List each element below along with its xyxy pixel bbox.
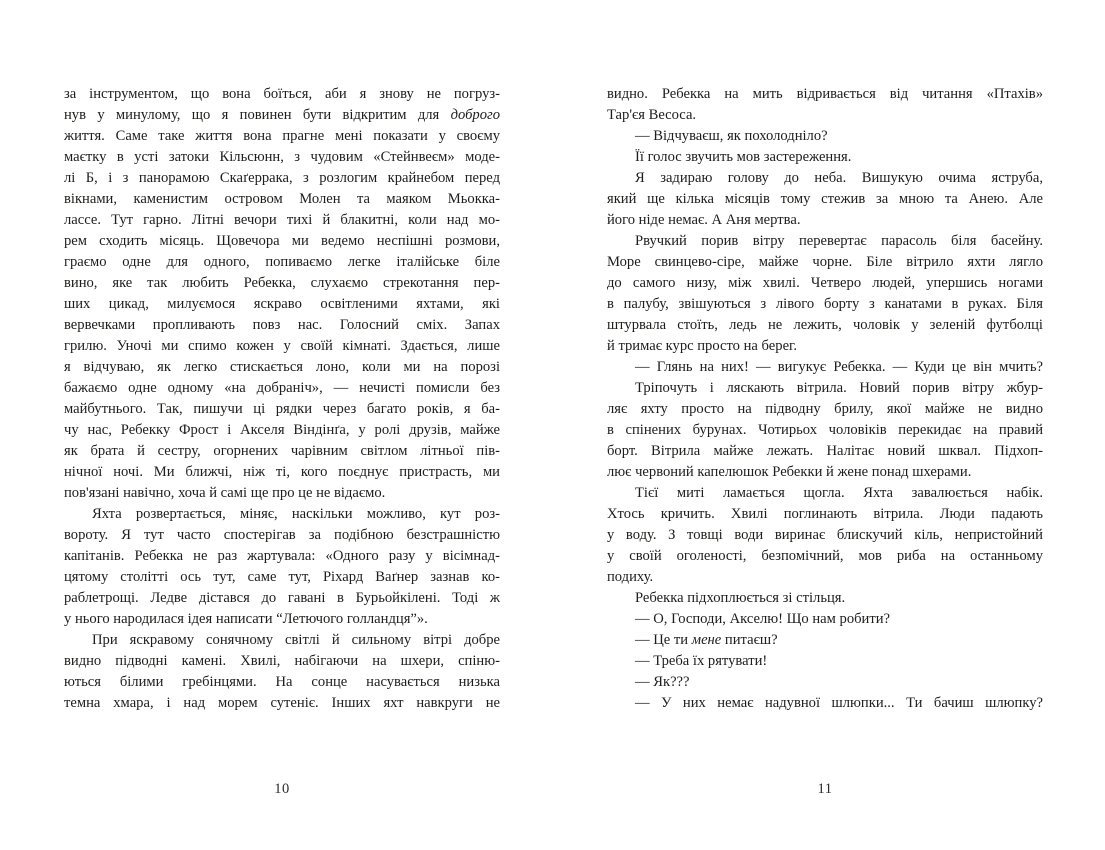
text-line: — Як???: [635, 674, 690, 690]
text-line: — У них немає надувної шлюпки... Ти бачиш шлюпку?: [635, 695, 1043, 711]
text-line: нічної ночі. Ми ближчі, ніж ті, кого поєднує пристрасть, ми: [64, 464, 500, 480]
text-line: раблетрощі. Ледве дістався до гавані в Бурьойкілені. Тоді ж: [64, 590, 500, 606]
text-line: грилю. Уночі ми спимо кожен у своїй кімнаті. Здається, лише: [64, 338, 500, 354]
text-line: Її голос звучить мов застереження.: [635, 149, 852, 165]
text-line: у нього народилася ідея написати “Летючого голландця”».: [64, 611, 428, 627]
text-line: Яхта розвертається, міняє, наскільки можливо, кут роз-: [92, 506, 500, 522]
text-line: ляє яхту просто на підводну брилу, якої майже не видно: [607, 401, 1043, 417]
text-line: в палубу, звішуються з лівого борту з канатами в руках. Біля: [607, 296, 1043, 312]
text-line: — Треба їх рятувати!: [635, 653, 768, 669]
text-line: Тієї миті ламається щогла. Яхта завалюється набік.: [635, 485, 1043, 501]
text-line: видно підводні камені. Хвилі, набігаючи на шхери, спіню-: [64, 653, 500, 669]
paragraph: [607, 483, 1043, 588]
text-line: вино, яке так любить Ребекка, слухаємо стрекотання пер-: [64, 275, 500, 291]
text-line: ших цикад, милуємося яскраво освітленими яхтами, які: [64, 296, 500, 312]
paragraph: [64, 630, 500, 714]
paragraph: [607, 357, 1043, 378]
text-line: граємо одне для одного, попиваємо легке італійське біле: [64, 254, 500, 270]
text-line: вороту. Я тут часто спостерігав за подібною безстрашністю: [64, 527, 500, 543]
paragraph: [64, 504, 500, 630]
text-line: життя. Саме таке життя вона прагне мені показати у своєму: [64, 128, 500, 144]
italic-text: мене: [691, 632, 722, 648]
text-line: лассе. Тут гарно. Літні вечори тихі й блакитні, коли над мо-: [64, 212, 500, 228]
paragraph: [607, 672, 1043, 693]
text-line: видно. Ребекка на мить відривається від читання «Птахів»: [607, 86, 1043, 102]
text-line: Я задираю голову до неба. Вишукую очима яструба,: [635, 170, 1043, 186]
page-left-text: [64, 84, 500, 714]
text-line: у своїй оголеності, безпомічний, мов риба на останньому: [607, 548, 1043, 564]
text-line: Хтось кричить. Хвилі поглинають вітрила. Люди падають: [607, 506, 1043, 522]
text-line: який ще кілька місяців тому стежив за мною та Анею. Але: [607, 191, 1043, 207]
text-line: цятому столітті ось тут, саме тут, Ріхард Ваґнер зазнав ко-: [64, 569, 500, 585]
text-line: Ребекка підхоплюється зі стільця.: [635, 590, 846, 606]
text-line: — Відчуваєш, як похолодніло?: [635, 128, 828, 144]
paragraph: [607, 231, 1043, 357]
text-line: штурвала стоїть, ледь не лежить, чоловік у зеленій футболці: [607, 317, 1043, 333]
text-line: в спінених бурунах. Чотирьох чоловіків перекидає на правий: [607, 422, 1043, 438]
text-line: я відчуваю, як легко стискається лоно, коли ми на порозі: [64, 359, 500, 375]
paragraph: [64, 84, 500, 504]
text-line: вікнами, каменистим островом Молен та маяком Мьокка-: [64, 191, 500, 207]
text-line: лі Б, і з панорамою Скаґеррака, з розлогим крайнебом перед: [64, 170, 500, 186]
text-line: за інструментом, що вона боїться, аби я знову не погруз-: [64, 86, 500, 102]
text-line: борт. Вітрила майже лежать. Налітає новий шквал. Підхоп-: [607, 443, 1043, 459]
text-line: майбутнього. Так, пишучи ці рядки через багато років, я ба-: [64, 401, 500, 417]
page-number-right: 11: [817, 781, 833, 797]
text-line: лює червоний капелюшок Ребекки й жене понад шхерами.: [607, 464, 972, 480]
page-number-left: 10: [274, 781, 290, 797]
text-line: капітанів. Ребекка не раз жартувала: «Одного разу у вісімнад-: [64, 548, 500, 564]
text-line: ються білими гребінцями. На сонце насувається низька: [64, 674, 500, 690]
paragraph: [607, 651, 1043, 672]
text-line: — О, Господи, Акселю! Що нам робити?: [635, 611, 891, 627]
paragraph: [607, 126, 1043, 147]
italic-text: доброго: [450, 107, 500, 123]
text-line: темна хмара, і над морем сутеніє. Інших яхт навкруги не: [64, 695, 500, 711]
paragraph: [607, 147, 1043, 168]
text-line: у воду. З товщі води виринає блискучий кіль, непристойний: [607, 527, 1043, 543]
paragraph: [607, 609, 1043, 630]
text-line: — Це ти мене питаєш?: [635, 632, 778, 648]
text-line: чу нас, Ребекку Фрост і Акселя Віндінґа, у ролі друзів, майже: [64, 422, 500, 438]
text-line: його ніде немає. А Аня мертва.: [607, 212, 801, 228]
text-line: вервечками пропливають повз нас. Голосний сміх. Запах: [64, 317, 500, 333]
text-line: маєтку в усті затоки Кільсюнн, з чудовим «Стейнвеєм» моде-: [64, 149, 500, 165]
text-line: — Глянь на них! — вигукує Ребекка. — Куди це він мчить?: [635, 359, 1043, 375]
text-line: бажаємо одне одному «на добраніч», — нечисті помисли без: [64, 380, 500, 396]
text-line: як брата й сестру, огорнених чарівним світлом літньої пів-: [64, 443, 500, 459]
text-line: Тар'єя Весоса.: [607, 107, 697, 123]
text-line: нув у минулому, що я повинен бути відкритим для доброго: [64, 107, 500, 123]
text-line: подиху.: [607, 569, 654, 585]
paragraph: [607, 630, 1043, 651]
paragraph: [607, 168, 1043, 231]
text-line: пов'язані навічно, хоча й самі ще про це не відаємо.: [64, 485, 386, 501]
paragraph: [607, 84, 1043, 126]
paragraph: [607, 588, 1043, 609]
text-line: Море свинцево-сіре, майже чорне. Біле вітрило яхти лягло: [607, 254, 1043, 270]
text-line: й тримає курс просто на берег.: [607, 338, 798, 354]
paragraph: [607, 378, 1043, 483]
text-line: Тріпочуть і ляскають вітрила. Новий порив вітру жбур-: [635, 380, 1043, 396]
text-line: При яскравому сонячному світлі й сильному вітрі добре: [92, 632, 500, 648]
paragraph: [607, 693, 1043, 714]
page-right-text: [607, 84, 1043, 714]
text-line: рем сходить місяць. Щовечора ми ведемо неспішні розмови,: [64, 233, 500, 249]
text-line: Рвучкий порив вітру перевертає парасоль біля басейну.: [635, 233, 1043, 249]
text-line: до самого низу, між хвилі. Четверо людей, упершись ногами: [607, 275, 1043, 291]
